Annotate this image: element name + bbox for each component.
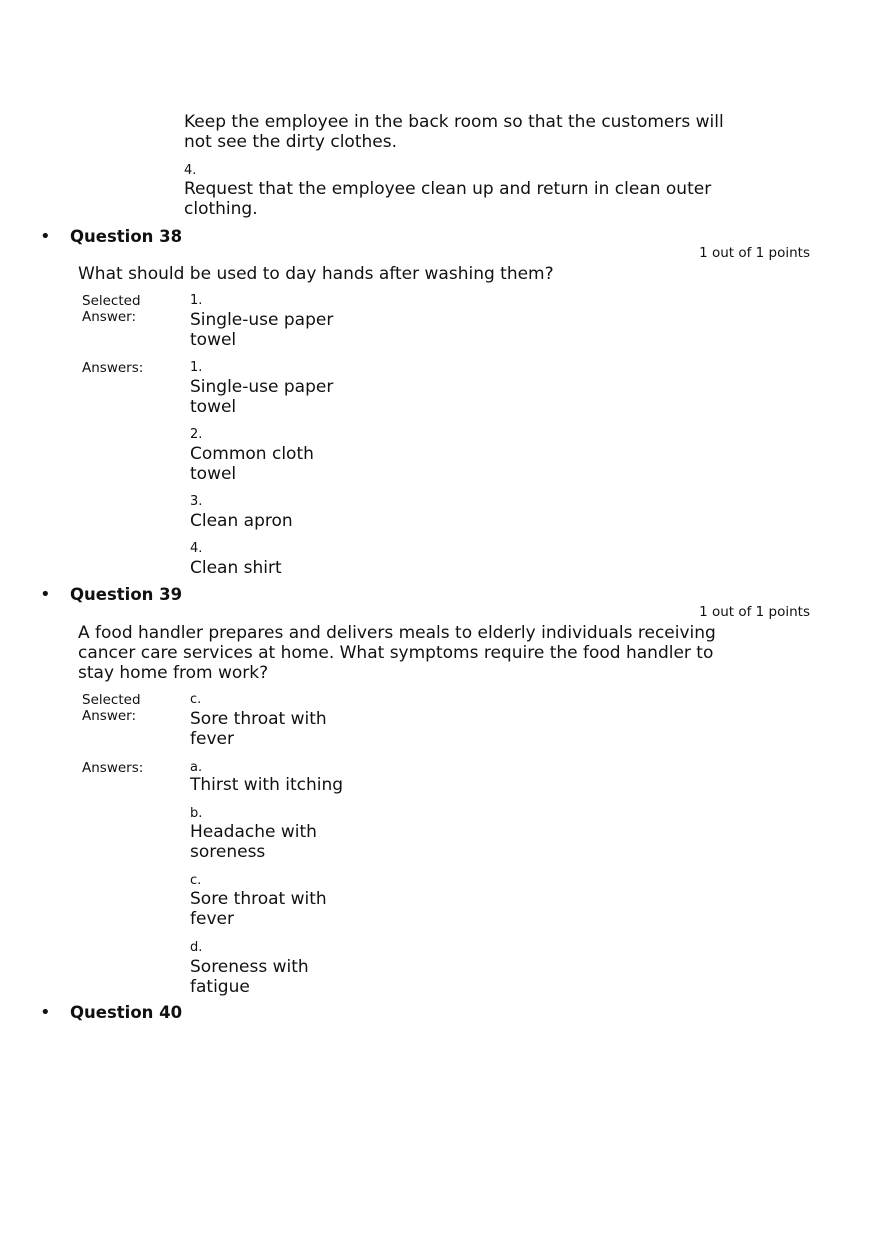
bullet-icon: • — [40, 226, 51, 247]
question-39-answer-a-text: Thirst with itching — [190, 775, 344, 795]
question-39-answer-d-text: Soreness with fatigue — [190, 957, 309, 997]
question-39-answers-label: Answers: — [82, 760, 144, 776]
question-38-answer-2-num: 2. — [190, 427, 203, 442]
question-39-answer-b-text: Headache with soreness — [190, 822, 317, 862]
bullet-icon: • — [40, 1002, 51, 1023]
question-38-answer-4-num: 4. — [190, 541, 203, 556]
question-39-answer-d-num: d. — [190, 940, 203, 955]
question-39-answer-a-num: a. — [190, 760, 203, 775]
question-38-answer-3-num: 3. — [190, 494, 203, 509]
question-38-answer-1-text: Single-use paper towel — [190, 377, 334, 417]
question-38-selected-num: 1. — [190, 293, 203, 308]
question-38-answer-3-text: Clean apron — [190, 511, 293, 531]
question-39-selected-text: Sore throat with fever — [190, 709, 327, 749]
question-39-answer-b-num: b. — [190, 806, 203, 821]
question-39-selected-label: Selected Answer: — [82, 692, 141, 724]
question-39-answer-c-num: c. — [190, 873, 202, 888]
prev-option-3-text: Keep the employee in the back room so that the customers will not see the dirty clothes. — [184, 112, 724, 152]
prev-option-4-num: 4. — [184, 163, 197, 178]
question-38-answer-1-num: 1. — [190, 360, 203, 375]
question-38-selected-label: Selected Answer: — [82, 293, 141, 325]
question-39-title: Question 39 — [70, 585, 183, 604]
question-38-selected-text: Single-use paper towel — [190, 310, 334, 350]
question-38-answer-4-text: Clean shirt — [190, 558, 282, 578]
question-39-points: 1 out of 1 points — [699, 604, 810, 620]
question-39-selected-num: c. — [190, 692, 202, 707]
question-39-answer-c-text: Sore throat with fever — [190, 889, 327, 929]
bullet-icon: • — [40, 584, 51, 605]
question-38-title: Question 38 — [70, 227, 183, 246]
question-38-answer-2-text: Common cloth towel — [190, 444, 314, 484]
question-38-answers-label: Answers: — [82, 360, 144, 376]
question-40-title: Question 40 — [70, 1003, 183, 1022]
question-38-points: 1 out of 1 points — [699, 245, 810, 261]
question-39-text: A food handler prepares and delivers meals to elderly individuals receiving cancer care services at home. What symptoms require the food handler to stay home from work? — [78, 623, 716, 683]
prev-option-4-text: Request that the employee clean up and return in clean outer clothing. — [184, 179, 712, 219]
question-38-text: What should be used to day hands after washing them? — [78, 264, 554, 284]
